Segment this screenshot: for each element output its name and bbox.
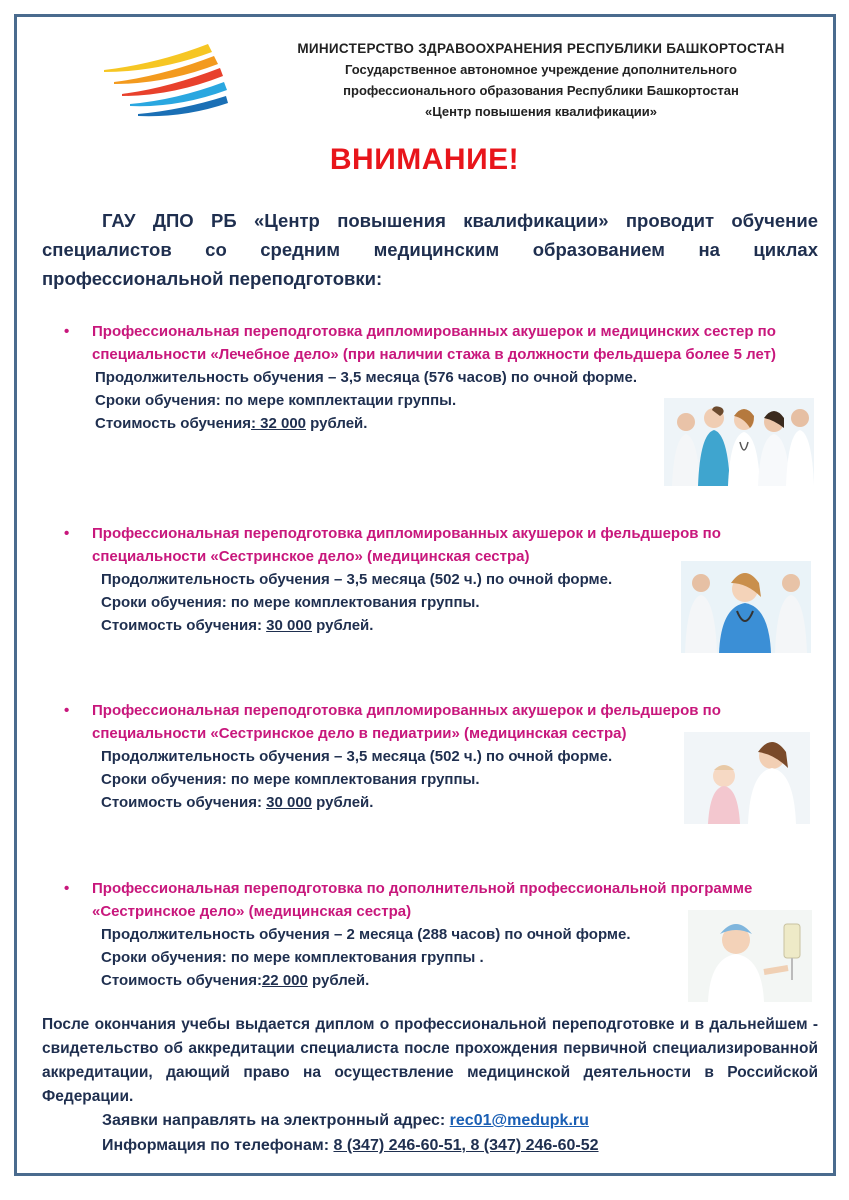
attention-heading: ВНИМАНИЕ!	[329, 143, 520, 176]
cost-value: 30 000	[266, 617, 313, 634]
program-cost: Стоимость обучения: 30 000 рублей.	[101, 794, 374, 811]
bullet-icon: •	[64, 880, 70, 897]
cost-value: : 32 000	[250, 415, 307, 432]
program-duration: Продолжительность обучения – 3,5 месяца (502 ч.) по очной форме.	[101, 571, 613, 588]
bullet-icon: •	[64, 525, 70, 542]
cost-value: 30 000	[266, 794, 313, 811]
intro-paragraph: ГАУ ДПО РБ «Центр повышения квалификации» проводит обучение специалистов со средним медицинским образованием на циклах профессиональной переподготовки:	[42, 210, 818, 289]
org-line-4: «Центр повышения квалификации»	[425, 104, 657, 119]
organization-header	[258, 38, 824, 122]
nurse-iv-photo	[688, 910, 812, 1002]
program-terms: Сроки обучения: по мере комплектации группы.	[95, 392, 457, 409]
program-cost: Стоимость обучения:22 000 рублей.	[101, 972, 370, 989]
bullet-icon: •	[64, 702, 70, 719]
outro-paragraph: После окончания учебы выдается диплом о профессиональной переподготовке и в дальнейшем - свидетельство об аккредитации специалиста после прохождения первичной специализированной аккредитации, дающий право на осуществление медицинской деятельности в Российской Федерации.	[42, 1016, 818, 1105]
org-line-3: профессионального образования Республики Башкортостан	[343, 83, 739, 98]
medical-team-photo	[664, 398, 814, 486]
institution-logo	[96, 38, 231, 123]
phone-numbers[interactable]: 8 (347) 246-60-51, 8 (347) 246-60-52	[333, 1137, 599, 1154]
ministry-name: МИНИСТЕРСТВО ЗДРАВООХРАНЕНИЯ РЕСПУБЛИКИ БАШКОРТОСТАН	[297, 41, 785, 56]
cost-value: 22 000	[261, 972, 308, 989]
program-duration: Продолжительность обучения – 3,5 месяца (576 часов) по очной форме.	[95, 369, 638, 386]
program-cost: Стоимость обучения: 30 000 рублей.	[101, 617, 374, 634]
bullet-icon: •	[64, 323, 70, 340]
email-link[interactable]: rec01@medupk.ru	[449, 1112, 589, 1129]
pediatric-nurse-photo	[684, 732, 810, 824]
program-cost: Стоимость обучения: 32 000 рублей.	[95, 415, 368, 432]
program-terms: Сроки обучения: по мере комплектования группы.	[101, 594, 480, 611]
program-title: Профессиональная переподготовка дипломированных акушерок и фельдшеров по специальности «Сестринское дело» (медицинская сестра)	[92, 525, 721, 565]
program-duration: Продолжительность обучения – 3,5 месяца (502 ч.) по очной форме.	[101, 748, 613, 765]
program-terms: Сроки обучения: по мере комплектования группы .	[101, 949, 484, 966]
program-title: Профессиональная переподготовка по дополнительной профессиональной программе «Сестринское дело» (медицинская сестра)	[92, 880, 753, 920]
program-title: Профессиональная переподготовка дипломированных акушерок и медицинских сестер по специальности «Лечебное дело» (при наличии стажа в должности фельдшера более 5 лет)	[92, 323, 776, 363]
program-duration: Продолжительность обучения – 2 месяца (288 часов) по очной форме.	[101, 926, 631, 943]
email-line: Заявки направлять на электронный адрес: rec01@medupk.ru	[102, 1112, 589, 1129]
program-terms: Сроки обучения: по мере комплектования группы.	[101, 771, 480, 788]
phone-line: Информация по телефонам: 8 (347) 246-60-51, 8 (347) 246-60-52	[102, 1137, 599, 1154]
nurse-team-photo	[681, 561, 811, 653]
org-line-2: Государственное автономное учреждение дополнительного	[345, 62, 737, 77]
program-title: Профессиональная переподготовка дипломированных акушерок и фельдшеров по специальности «Сестринское дело в педиатрии» (медицинская сестра)	[92, 702, 721, 742]
